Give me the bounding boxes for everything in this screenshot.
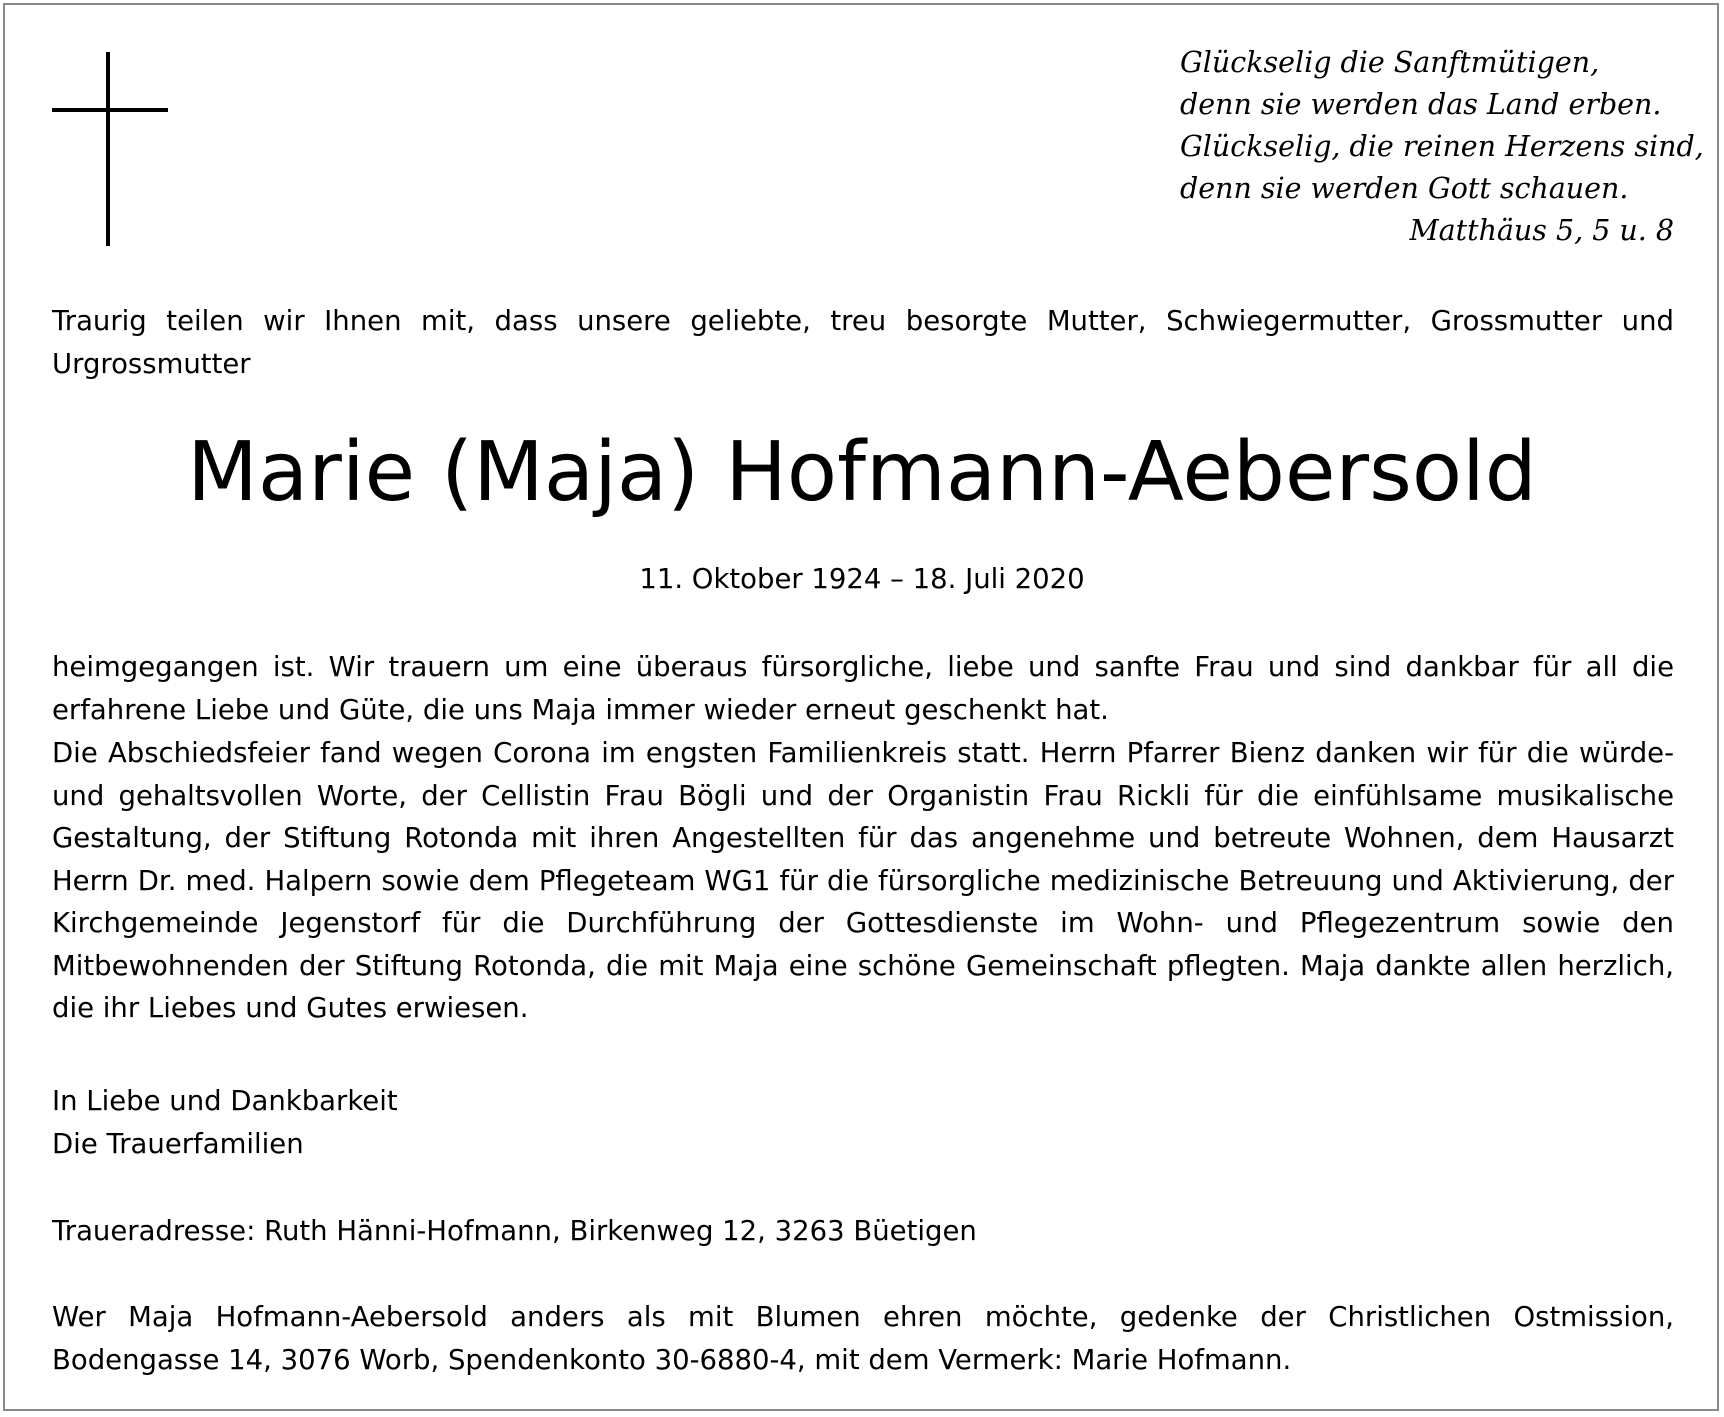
cross-icon [52,52,168,246]
verse-line-4: denn sie werden Gott schauen. [1180,172,1629,205]
body-paragraph-1: heimgegangen ist. Wir trauern um eine überaus fürsorgliche, liebe und sanfte Frau und sind dankbar für all die erfahrene Liebe und Güte, die uns Maja immer wieder erneut geschenkt hat. [52,651,1674,726]
life-dates: 11. Oktober 1924 – 18. Juli 2020 [639,563,1085,595]
cross-horizontal-bar [52,108,168,112]
bible-verse [1180,42,1704,252]
closing-block [52,1080,1674,1165]
body-paragraph-2: Die Abschiedsfeier fand wegen Corona im engsten Familienkreis statt. Herrn Pfarrer Bienz danken wir für die würde- und gehaltsvollen Worte, der Cellistin Frau Bögli und der Organistin Frau Rickli für die einfühlsame musikalische Gestaltung, der Stiftung Rotonda mit ihren Angestellten für das angenehme und betreute Wohnen, dem Hausarzt Herrn Dr. med. Halpern sowie dem Pflegeteam WG1 für die fürsorgliche medizinische Betreuung und Aktivierung, der Kirchgemeinde Jegenstorf für die Durchführung der Gottesdienste im Wohn- und Pflegezentrum sowie den Mitbewohnenden der Stiftung Rotonda, die mit Maja eine schöne Gemeinschaft pflegten. Maja dankte allen herzlich, die ihr Liebes und Gutes erwiesen. [52,737,1674,1024]
verse-line-1: Glückselig die Sanftmütigen, [1180,46,1600,79]
cross-vertical-bar [106,52,110,246]
verse-line-3: Glückselig, die reinen Herzens sind, [1180,130,1704,163]
closing-line-1: In Liebe und Dankbarkeit [52,1085,398,1117]
verse-line-2: denn sie werden das Land erben. [1180,88,1662,121]
mourning-address: Traueradresse: Ruth Hänni-Hofmann, Birkenweg 12, 3263 Büetigen [52,1215,977,1247]
deceased-name: Marie (Maja) Hofmann-Aebersold [187,425,1537,520]
donation-note: Wer Maja Hofmann-Aebersold anders als mit Blumen ehren möchte, gedenke der Christlichen Ostmission, Bodengasse 14, 3076 Worb, Spendenkonto 30-6880-4, mit dem Vermerk: Marie Hofmann. [52,1301,1674,1376]
closing-line-2: Die Trauerfamilien [52,1127,304,1160]
intro-text: Traurig teilen wir Ihnen mit, dass unsere geliebte, treu besorgte Mutter, Schwiegermutter, Grossmutter und Urgrossmutter [52,305,1674,380]
verse-reference: Matthäus 5, 5 u. 8 [1409,214,1674,247]
